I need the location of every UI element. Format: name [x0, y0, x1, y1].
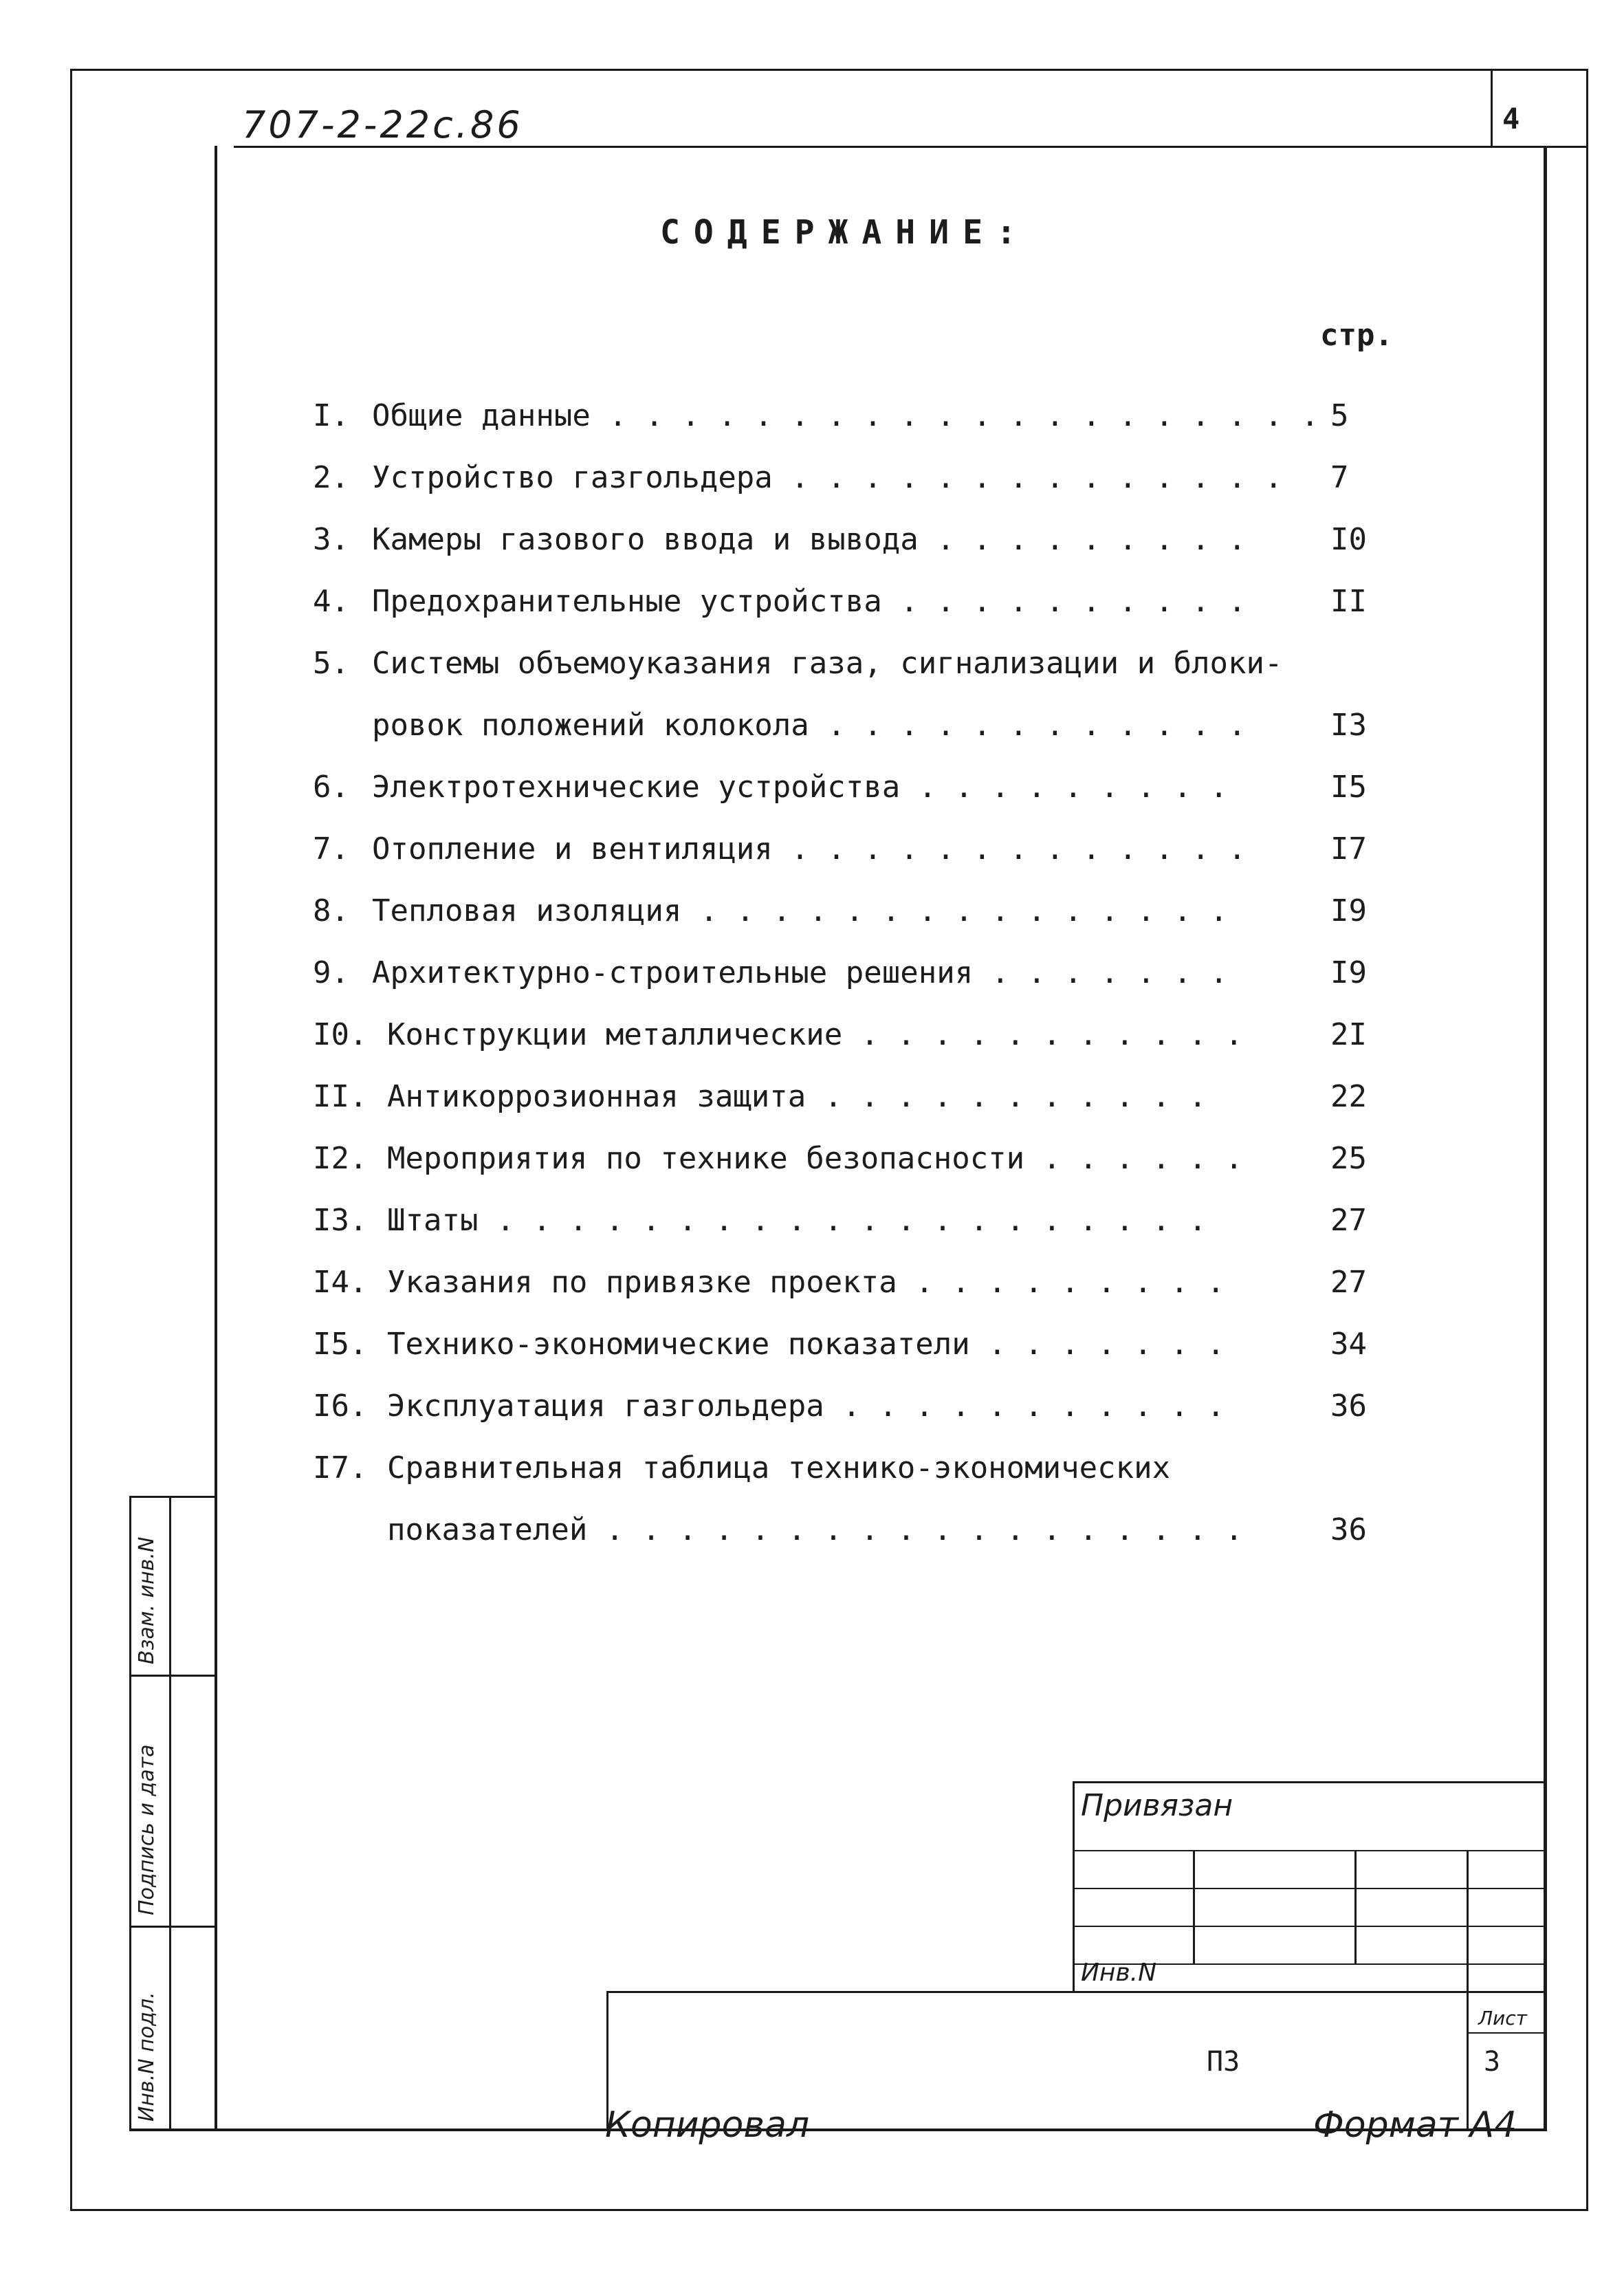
toc-item-number: 2.: [313, 460, 349, 495]
toc-item: [313, 818, 1385, 880]
toc-item-page: I9: [1330, 893, 1367, 928]
toc-item-text: Системы объемоуказания газа, сигнализации и блоки-: [372, 646, 1283, 681]
inventory-number-label: Инв.N: [1081, 1959, 1157, 1987]
toc-item-continuation: [313, 695, 1385, 756]
sheet-label: Лист: [1478, 2007, 1527, 2029]
signature-date-label: Подпись и дата: [135, 1744, 159, 1915]
title-block-top: [1073, 1781, 1546, 1783]
toc-item: [313, 571, 1385, 633]
pages-column-label: стр.: [1320, 318, 1393, 353]
toc-item-number: I.: [313, 398, 349, 433]
side-stamp-rule: [129, 1926, 216, 1928]
toc-item: [313, 1066, 1385, 1128]
toc-item-text: Предохранительные устройства . . . . . . . . . .: [372, 584, 1247, 619]
side-stamp-left-rule: [129, 1496, 131, 2130]
toc-item-text: Технико-экономические показатели . . . . . . .: [387, 1327, 1225, 1362]
title-block-rule: [1073, 1850, 1546, 1851]
toc-item-page: 34: [1330, 1327, 1367, 1362]
toc-item-page: 5: [1330, 398, 1349, 433]
toc-item: [313, 447, 1385, 509]
toc-item-page: I3: [1330, 708, 1367, 743]
toc-item-page: 25: [1330, 1141, 1367, 1176]
toc-item-text: Отопление и вентиляция . . . . . . . . . . . . .: [372, 831, 1247, 867]
toc-item-text: Архитектурно-строительные решения . . . . . . .: [372, 955, 1229, 990]
toc-item-number: I0.: [313, 1017, 368, 1052]
toc-item-number: 9.: [313, 955, 349, 990]
inner-frame-left: [215, 146, 217, 2131]
toc-item: [313, 1375, 1385, 1437]
toc-item-text: Антикоррозионная защита . . . . . . . . . . .: [387, 1079, 1207, 1114]
toc-item-text: показателей . . . . . . . . . . . . . . . . . .: [387, 1512, 1244, 1547]
toc-item-continuation: [313, 1499, 1385, 1561]
toc-item-page: II: [1330, 584, 1367, 619]
title-block-col: [1354, 1850, 1357, 1963]
contents-title: СОДЕРЖАНИЕ:: [660, 213, 1030, 252]
toc-item-page: 22: [1330, 1079, 1367, 1114]
toc-item: [313, 880, 1385, 942]
copied-by-label: Копировал: [605, 2104, 810, 2146]
side-stamp-rule: [129, 1675, 216, 1677]
title-block-col: [1193, 1850, 1195, 1963]
sheet-number: 3: [1484, 2046, 1501, 2078]
outer-frame-right: [1586, 69, 1588, 2211]
toc-item-page: I9: [1330, 955, 1367, 990]
page-number-box-left: [1491, 69, 1493, 148]
toc-item-number: 6.: [313, 770, 349, 805]
toc-item: [313, 1314, 1385, 1375]
toc-item-text: Устройство газгольдера . . . . . . . . . . . . . .: [372, 460, 1283, 495]
document-code: 707-2-22с.86: [242, 103, 523, 146]
toc-item-text: Сравнительная таблица технико-экономических: [387, 1450, 1171, 1485]
toc-item-number: 5.: [313, 646, 349, 681]
toc-item-text: Электротехнические устройства . . . . . . . . .: [372, 770, 1229, 805]
toc-item-text: Камеры газового ввода и вывода . . . . . . . . .: [372, 522, 1247, 557]
toc-item-text: Эксплуатация газгольдера . . . . . . . . . . .: [387, 1389, 1225, 1424]
toc-item: [313, 385, 1385, 447]
toc-item: [313, 942, 1385, 1004]
toc-item-page: I0: [1330, 522, 1367, 557]
toc-item: [313, 633, 1385, 695]
side-stamp-mid-rule: [169, 1496, 171, 2130]
toc-item-text: Мероприятия по технике безопасности . . . . . .: [387, 1141, 1244, 1176]
toc-item-page: 27: [1330, 1265, 1367, 1300]
toc-item: [313, 1004, 1385, 1066]
paper-format-label: Формат А4: [1313, 2104, 1517, 2146]
toc-item-text: Общие данные . . . . . . . . . . . . . . . . . . . .: [372, 398, 1319, 433]
toc-item-number: I2.: [313, 1141, 368, 1176]
toc-item-text: Тепловая изоляция . . . . . . . . . . . . . . .: [372, 893, 1229, 928]
toc-item-number: I5.: [313, 1327, 368, 1362]
page-number: 4: [1502, 102, 1520, 135]
toc-item: [313, 756, 1385, 818]
toc-item-page: 2I: [1330, 1017, 1367, 1052]
toc-item: [313, 1252, 1385, 1314]
title-block-rule: [1073, 1888, 1546, 1889]
toc-item-page: 36: [1330, 1512, 1367, 1547]
document-type: ПЗ: [1207, 2046, 1240, 2078]
bound-label: Привязан: [1081, 1788, 1233, 1823]
toc-item: [313, 1437, 1385, 1499]
outer-frame-top: [70, 69, 1588, 71]
toc-item: [313, 1190, 1385, 1252]
toc-item-number: 7.: [313, 831, 349, 867]
toc-item-page: 36: [1330, 1389, 1367, 1424]
toc-item-text: ровок положений колокола . . . . . . . . . . . .: [372, 708, 1247, 743]
replacement-inventory-label: Взам. инв.N: [135, 1536, 159, 1664]
table-of-contents: [313, 385, 1385, 1561]
toc-item-number: 3.: [313, 522, 349, 557]
side-stamp-top-rule: [129, 1496, 216, 1498]
inner-frame-right: [1544, 146, 1547, 2131]
toc-item: [313, 1128, 1385, 1190]
toc-item-text: Штаты . . . . . . . . . . . . . . . . . . . .: [387, 1203, 1207, 1238]
toc-item-page: I7: [1330, 831, 1367, 867]
toc-item-number: 4.: [313, 584, 349, 619]
title-block-col: [1467, 1850, 1469, 2129]
main-stamp-top: [606, 1991, 1546, 1993]
toc-item-text: Указания по привязке проекта . . . . . . . . .: [387, 1265, 1225, 1300]
original-inventory-label: Инв.N подл.: [135, 1992, 159, 2122]
toc-item-number: I7.: [313, 1450, 368, 1485]
toc-item-number: I3.: [313, 1203, 368, 1238]
toc-item-number: 8.: [313, 893, 349, 928]
toc-item-number: I6.: [313, 1389, 368, 1424]
toc-item-number: I4.: [313, 1265, 368, 1300]
toc-item-page: I5: [1330, 770, 1367, 805]
toc-item-text: Конструкции металлические . . . . . . . . . . .: [387, 1017, 1244, 1052]
toc-item: [313, 509, 1385, 571]
toc-item-number: II.: [313, 1079, 368, 1114]
outer-frame-left: [70, 69, 72, 2211]
title-block-rule: [1073, 1926, 1546, 1927]
toc-item-page: 7: [1330, 460, 1349, 495]
outer-frame-bottom: [70, 2209, 1588, 2211]
toc-item-page: 27: [1330, 1203, 1367, 1238]
sheet-label-rule: [1467, 2032, 1546, 2034]
title-block-left: [1073, 1781, 1075, 1991]
